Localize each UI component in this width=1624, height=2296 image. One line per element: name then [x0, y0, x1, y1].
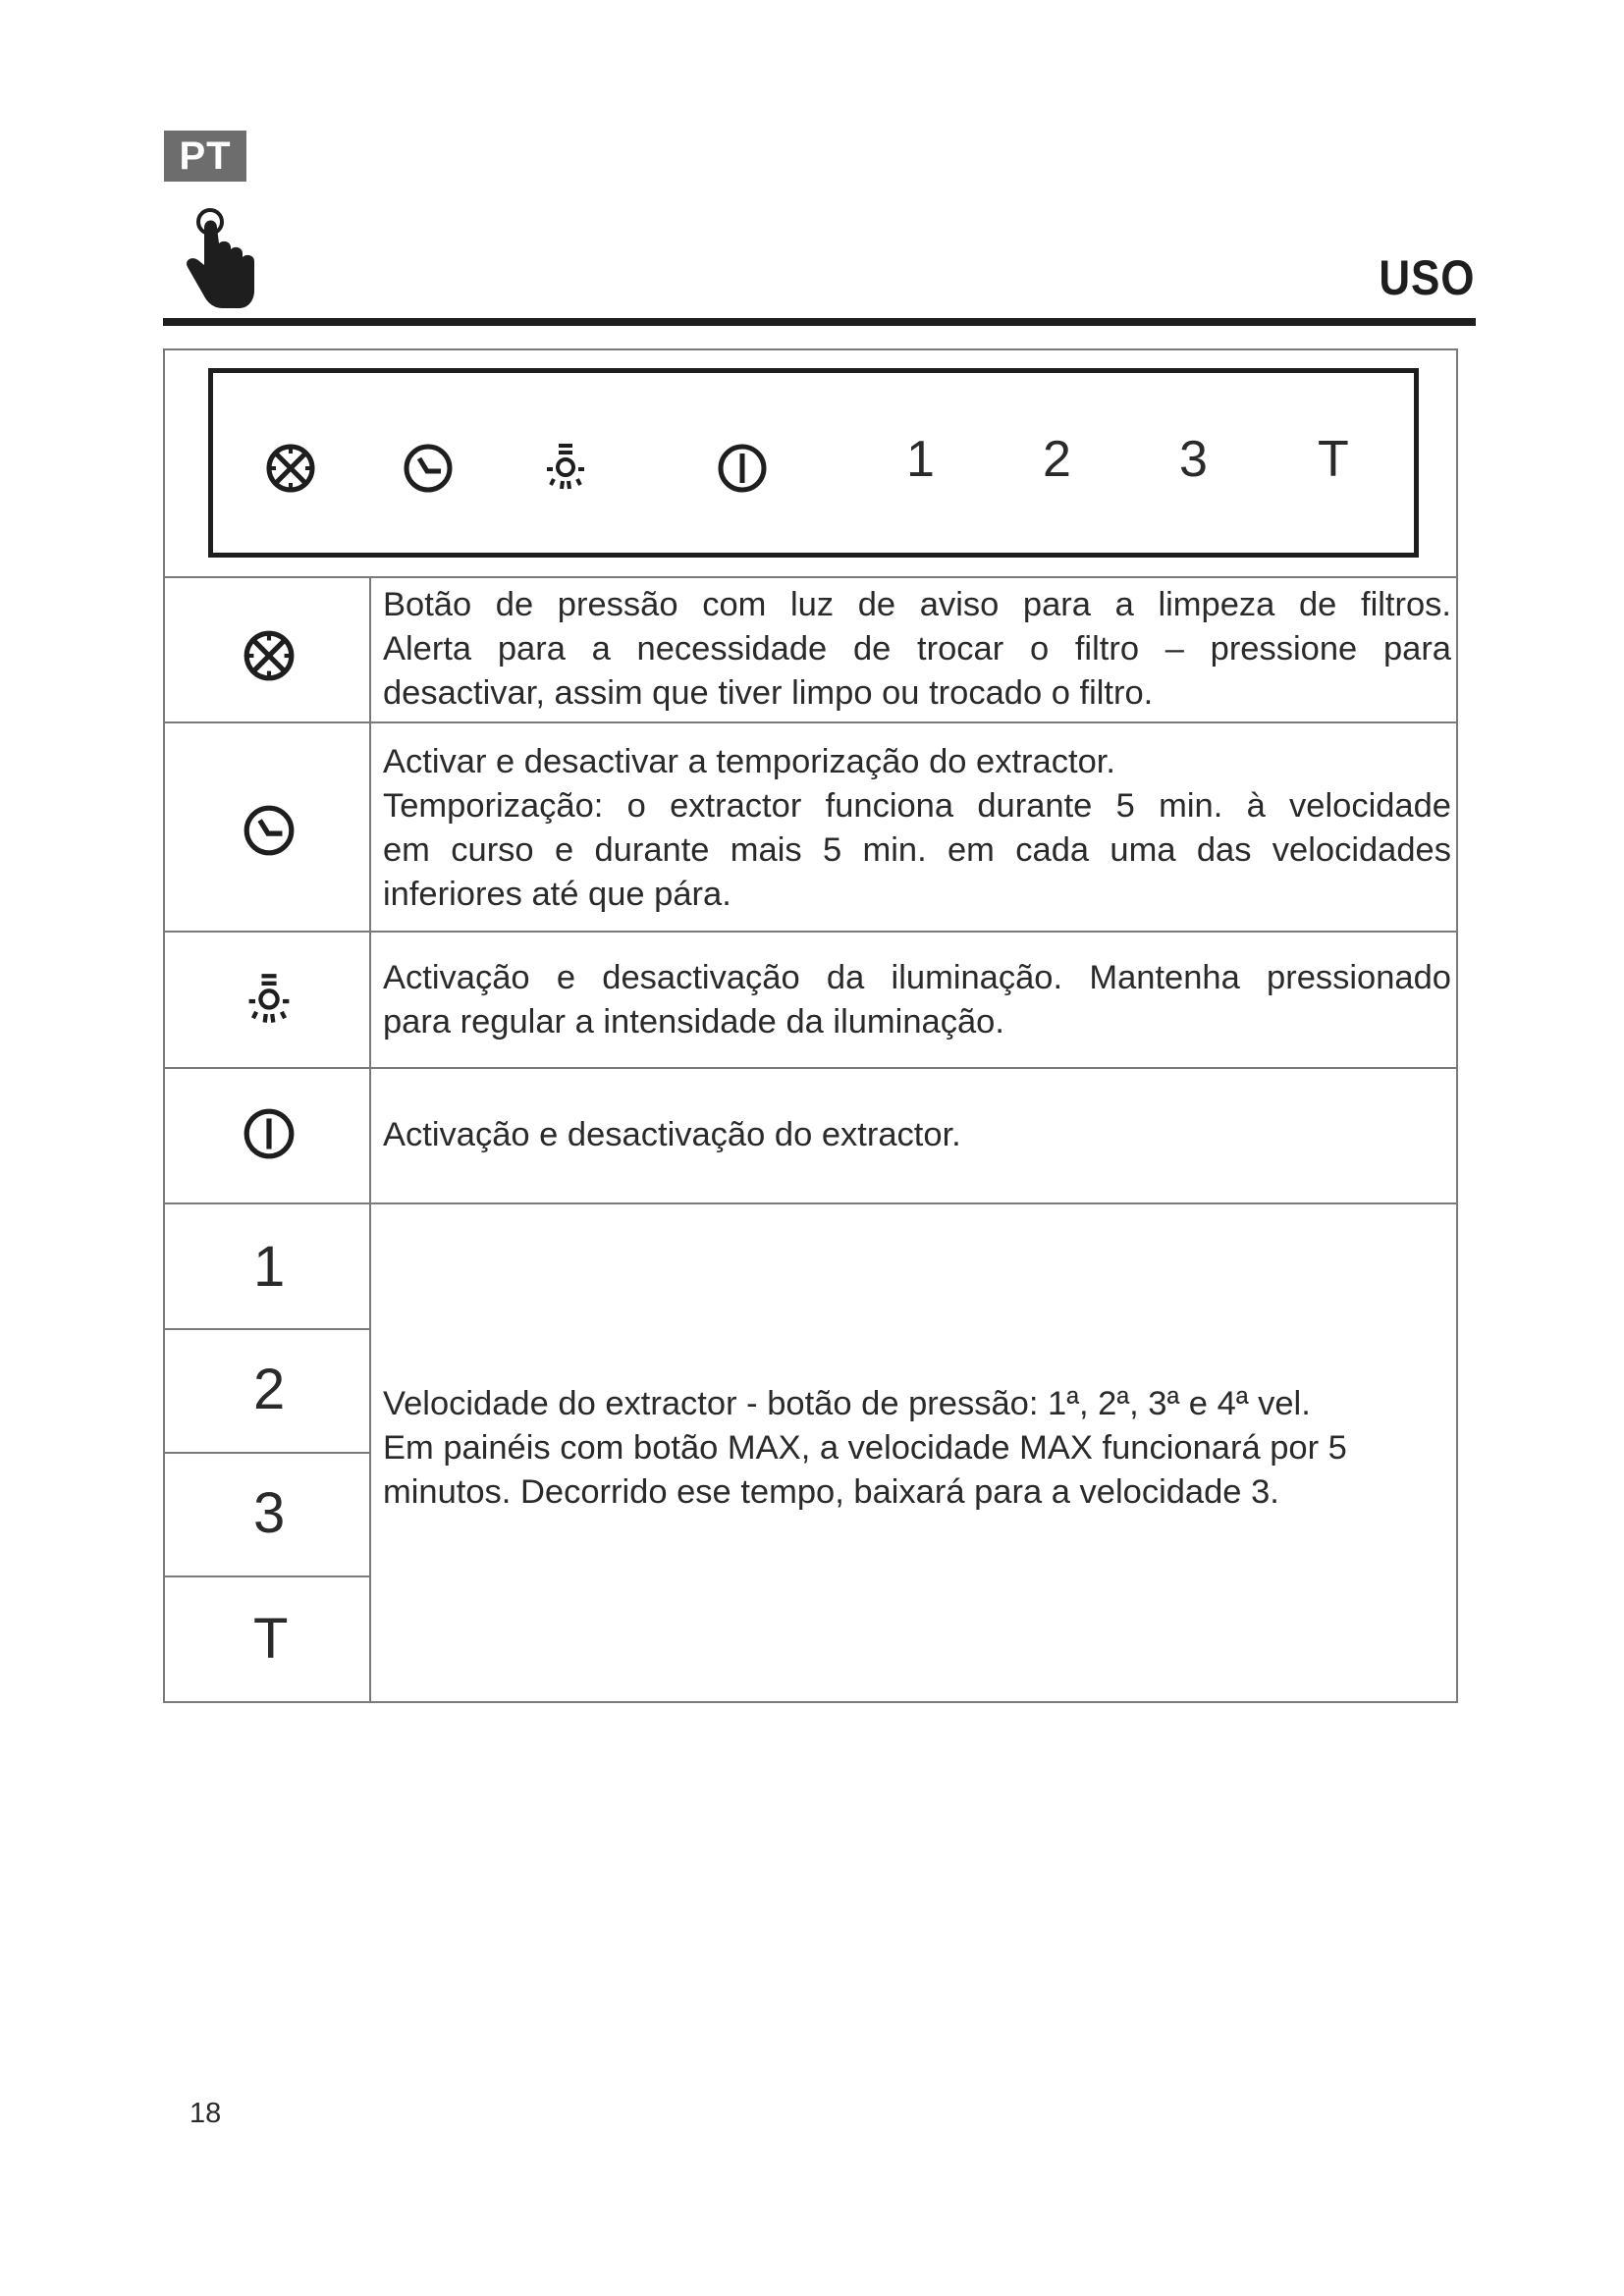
speed-row-divider: [163, 1575, 370, 1577]
touch-hand-icon: [180, 204, 258, 312]
speed-description-line: Velocidade do extractor - botão de pressão: 1ª, 2ª, 3ª e 4ª vel.: [383, 1385, 1311, 1422]
row-divider: [163, 1067, 1458, 1069]
filter-description: [383, 583, 1451, 716]
section-title: USO: [1379, 250, 1475, 305]
light-icon: [241, 972, 298, 1029]
control-panel-illustration: [208, 368, 1419, 558]
light-description: [383, 956, 1451, 1044]
speed-label-3: 3: [253, 1481, 286, 1545]
speed-label-1: 1: [253, 1235, 286, 1299]
page-number: 18: [189, 2098, 222, 2129]
timer-icon: [402, 442, 455, 495]
filter-clean-icon: [264, 442, 317, 495]
panel-speed-2: 2: [1043, 431, 1071, 488]
timer-description-line: Activar e desactivar a temporização do extractor.: [383, 743, 1115, 780]
power-description: [383, 1113, 1451, 1157]
header-divider: [163, 318, 1476, 326]
filter-description-line: Botão de pressão com luz de aviso para a limpeza de filtros.: [383, 586, 1451, 623]
power-description-line: Activação e desactivação do extractor.: [383, 1116, 961, 1153]
filter-description-line: Alerta para a necessidade de trocar o filtro – pressione para: [383, 630, 1451, 667]
row-divider: [163, 721, 1458, 723]
row-divider: [163, 931, 1458, 933]
speed-description-line: Em painéis com botão MAX, a velocidade MAX funcionará por 5: [383, 1429, 1347, 1467]
speed-row-divider: [163, 1328, 370, 1330]
timer-description-line: em curso e durante mais 5 min. em cada uma das velocidades: [383, 831, 1451, 869]
light-icon: [539, 442, 592, 495]
power-icon: [716, 442, 769, 495]
panel-speed-turbo: T: [1318, 431, 1349, 488]
speed-description: [383, 1382, 1434, 1515]
timer-icon: [242, 803, 297, 858]
filter-description-line: desactivar, assim que tiver limpo ou trocado o filtro.: [383, 674, 1154, 712]
panel-speed-3: 3: [1179, 431, 1208, 488]
row-divider: [163, 1202, 1458, 1204]
speed-label-turbo: T: [253, 1607, 289, 1671]
power-icon: [242, 1106, 297, 1161]
speed-row-divider: [163, 1452, 370, 1454]
light-description-line: para regular a intensidade da iluminação.: [383, 1003, 1004, 1041]
language-badge: PT: [164, 131, 246, 182]
speed-description-line: minutos. Decorrido ese tempo, baixará para a velocidade 3.: [383, 1473, 1279, 1511]
light-description-line: Activação e desactivação da iluminação. Mantenha pressionado: [383, 959, 1451, 996]
timer-description-line: Temporização: o extractor funciona durante 5 min. à velocidade: [383, 787, 1451, 825]
filter-clean-icon: [242, 628, 297, 683]
row-divider: [163, 576, 1458, 578]
column-divider: [369, 576, 371, 1702]
speed-label-2: 2: [253, 1358, 286, 1421]
timer-description-line: inferiores até que pára.: [383, 876, 731, 913]
timer-description: [383, 740, 1451, 917]
panel-speed-1: 1: [906, 431, 935, 488]
